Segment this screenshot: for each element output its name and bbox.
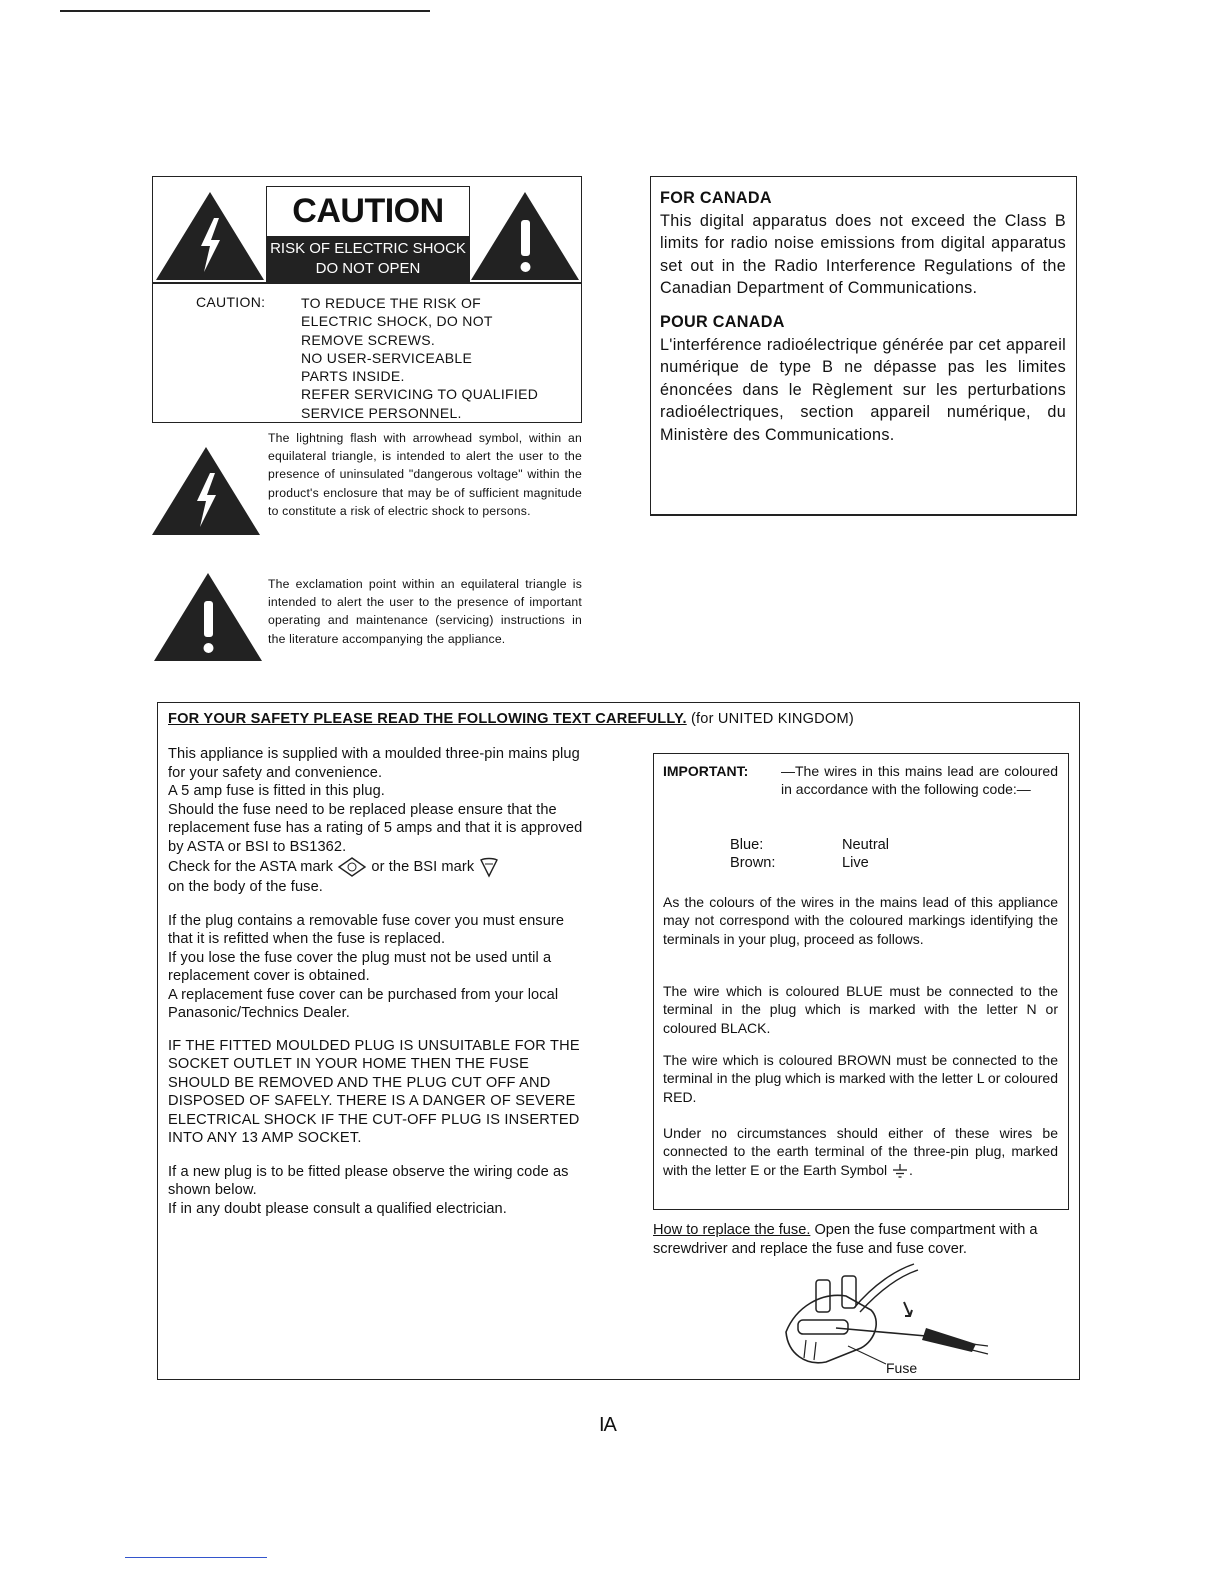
text-line: A replacement fuse cover can be purchased from your local Panasonic/Technics Dealer.	[168, 986, 559, 1021]
plug-fuse-illustration	[776, 1262, 991, 1380]
bottom-rule	[125, 1557, 267, 1558]
canada-text-fr: L'interférence radioélectrique générée par cet appareil numérique de type B ne dépasse pas les limites énoncées dans le Règlement sur les perturbations radioélectriques, section appareil numérique, du Ministère des Communications.	[660, 335, 1066, 444]
caution-label: CAUTION:	[196, 294, 266, 310]
brown-wire-paragraph: The wire which is coloured BROWN must be connected to the terminal in the plug which is marked with the letter L or coloured RED.	[663, 1052, 1058, 1105]
caution-line: REMOVE SCREWS.	[301, 331, 436, 348]
caution-line: SERVICE PERSONNEL.	[301, 404, 462, 421]
risk-line-1: RISK OF ELECTRIC SHOCK	[270, 240, 466, 257]
earth-text: Under no circumstances should either of these wires be connected to the earth terminal of the three-pin plug, marked with the letter E or the Earth Symbol	[663, 1125, 1058, 1178]
fuse-paragraph	[168, 745, 586, 897]
caution-line: REFER SERVICING TO QUALIFIED	[301, 386, 539, 403]
blue-wire-paragraph: The wire which is coloured BLUE must be connected to the terminal in the plug which is marked with the letter N or coloured BLACK.	[663, 983, 1058, 1036]
wire-color: Brown:	[730, 855, 776, 872]
wire-name: Live	[842, 855, 869, 872]
new-plug-paragraph	[168, 1163, 586, 1219]
lightning-symbol-icon	[150, 445, 262, 537]
text-line: If the plug contains a removable fuse cover you must ensure that it is refitted when the fuse is replaced.	[168, 912, 565, 947]
risk-line-2: DO NOT OPEN	[315, 260, 421, 277]
important-label: IMPORTANT:	[663, 763, 749, 779]
canada-heading: FOR CANADA	[660, 189, 772, 207]
caution-instructions	[301, 294, 538, 422]
exclamation-symbol-text: The exclamation point within an equilateral triangle is intended to alert the user to the presence of important operating and maintenance (servicing) instructions in the literature accompanying the appliance.	[268, 577, 582, 646]
wire-color: Blue:	[730, 837, 764, 853]
text-line: If you lose the fuse cover the plug must not be used until a replacement cover is obtained.	[168, 949, 552, 984]
important-intro-text: —The wires in this mains lead are coloured in accordance with the following code:—	[781, 763, 1058, 798]
bsi-kitemark-icon	[478, 856, 500, 878]
fuse-howto-label: How to replace the fuse.	[653, 1222, 811, 1238]
earth-paragraph: Under no circumstances should either of these wires be connected to the earth terminal of the three-pin plug, marked with the letter E or the Earth Symbol .	[663, 1125, 1058, 1178]
canada-heading-fr: POUR CANADA	[660, 312, 785, 331]
exclamation-warning-icon	[469, 190, 581, 282]
canada-notice	[660, 187, 1066, 447]
page-number: IA	[599, 1414, 616, 1436]
text-line: If in any doubt please consult a qualified electrician.	[168, 1200, 507, 1217]
text-line: on the body of the fuse.	[168, 879, 323, 895]
fuse-label: Fuse	[886, 1360, 918, 1376]
asta-mark-icon	[337, 857, 367, 877]
text-line: A 5 amp fuse is fitted in this plug.	[168, 783, 385, 799]
wire-code-table	[730, 836, 930, 873]
caution-line: TO REDUCE THE RISK OF	[301, 295, 482, 311]
plug-warning-paragraph: IF THE FITTED MOULDED PLUG IS UNSUITABLE FOR THE SOCKET OUTLET IN YOUR HOME THEN THE FUSE SHOULD BE REMOVED AND THE PLUG CUT OFF AND DISPOSED OF SAFELY. THERE IS A DANGER OF SEVERE ELECTRICAL SHOCK IF THE CUT-OFF PLUG IS INSERTED INTO ANY 13 AMP SOCKET.	[168, 1037, 580, 1146]
caution-line: PARTS INSIDE.	[301, 368, 405, 385]
fuse-howto	[653, 1221, 1070, 1260]
caution-divider	[152, 282, 582, 284]
important-intro	[663, 762, 1058, 799]
uk-heading	[168, 711, 854, 727]
earth-symbol-icon	[891, 1163, 909, 1179]
lightning-symbol-text: The lightning flash with arrowhead symbol, within an equilateral triangle, is intended to alert the user to the presence of uninsulated "dangerous voltage" within the product's enclosure that may be of sufficient magnitude to constitute a risk of electric shock to persons.	[268, 431, 582, 518]
uk-left-column	[168, 745, 586, 1218]
fuse-cover-paragraph	[168, 912, 586, 1023]
canada-text: This digital apparatus does not exceed the Class B limits for radio noise emissions from digital apparatus set out in the Radio Interference Regulations of the Canadian Department of Communications.	[660, 211, 1066, 298]
wire-colours-paragraph: As the colours of the wires in the mains lead of this appliance may not correspond with the coloured markings identifying the terminals in your plug, proceed as follows.	[663, 894, 1058, 947]
uk-heading-suffix: (for UNITED KINGDOM)	[690, 711, 854, 727]
top-rule	[60, 10, 430, 12]
fuse-howto-text: Open the fuse compartment with a screwdriver and replace the fuse and fuse cover.	[653, 1222, 1038, 1258]
text-line: Check for the ASTA mark	[168, 858, 334, 875]
wire-name: Neutral	[842, 837, 890, 853]
caution-title: CAUTION	[292, 192, 444, 230]
uk-heading-title: FOR YOUR SAFETY PLEASE READ THE FOLLOWING TEXT CAREFULLY.	[168, 711, 687, 727]
caution-line: ELECTRIC SHOCK, DO NOT	[301, 313, 493, 330]
text-line: If a new plug is to be fitted please observe the wiring code as shown below.	[168, 1163, 569, 1198]
caution-line: NO USER-SERVICEABLE	[301, 349, 473, 366]
text-line: This appliance is supplied with a moulded three-pin mains plug for your safety and convenience.	[168, 746, 580, 781]
lightning-warning-icon	[154, 190, 266, 282]
mark-check-line	[168, 856, 586, 878]
risk-of-shock-label	[266, 236, 470, 282]
text-line: or the BSI mark	[371, 858, 475, 875]
exclamation-symbol-icon	[152, 571, 264, 663]
text-line: Should the fuse need to be replaced please ensure that the replacement fuse has a rating of 5 amps and that it is approved by ASTA or BSI to BS1362.	[168, 801, 583, 855]
